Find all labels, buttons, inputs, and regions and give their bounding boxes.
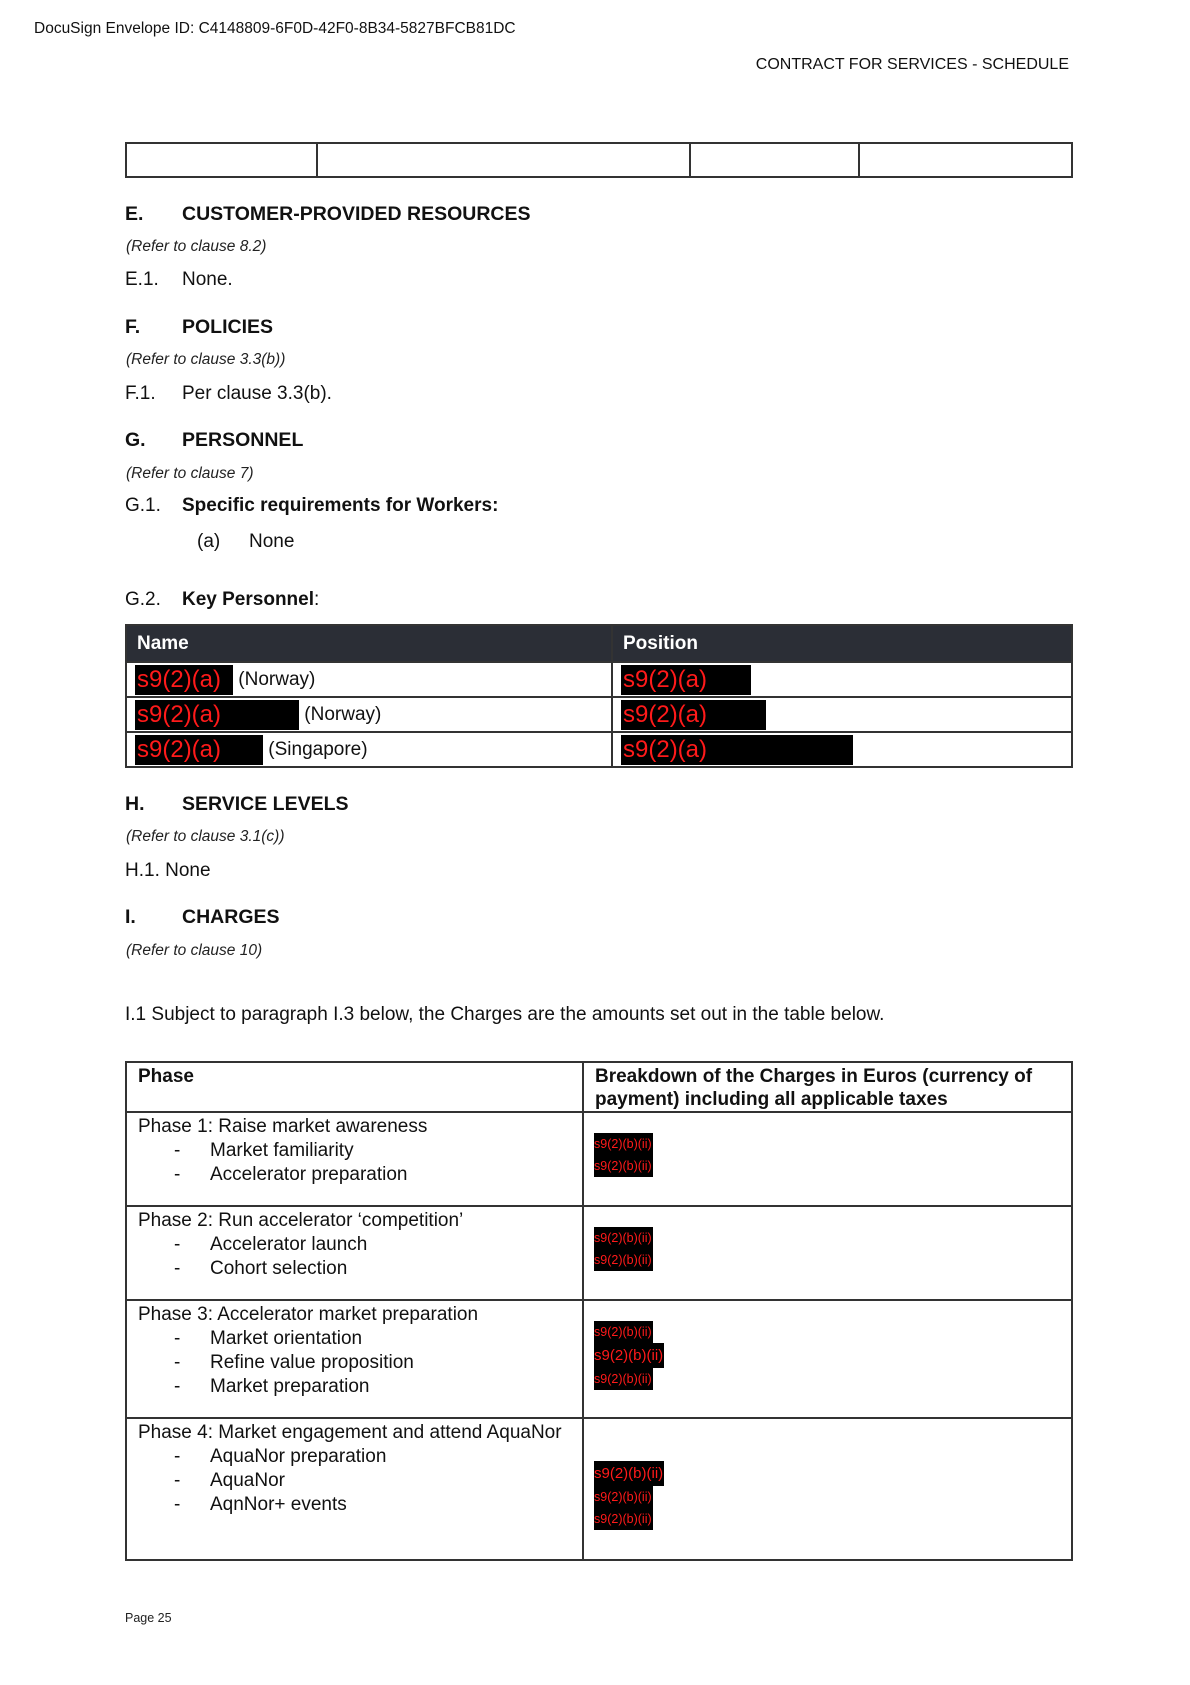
redaction-box: s9(2)(b)(ii) [594,1321,653,1343]
section-number: G. [125,429,146,451]
section-title: CUSTOMER-PROVIDED RESOURCES [182,203,531,225]
key-personnel-table [125,624,1073,768]
envelope-id: DocuSign Envelope ID: C4148809-6F0D-42F0-8B34-5827BFCB81DC [34,20,516,37]
redaction-box: s9(2)(a) [621,700,766,730]
redaction-box: s9(2)(b)(ii) [594,1249,653,1271]
list-item: - Market familiarity [174,1140,354,1161]
table-header-row [126,1062,1072,1112]
section-f-para-1 [125,383,332,405]
phase-cell [126,1112,583,1206]
column-header-position: Position [612,625,1072,662]
redaction-box: s9(2)(b)(ii) [594,1227,653,1249]
section-e-ref: (Refer to clause 8.2) [126,238,267,255]
phase-cell [126,1206,583,1300]
section-number: F. [125,316,141,338]
redaction-box: s9(2)(a) [621,665,751,695]
table-row [126,1206,1072,1300]
para-number: G.1. [125,495,161,516]
table-cell [691,144,860,176]
list-item: - Refine value proposition [174,1352,414,1373]
list-item: - Accelerator preparation [174,1164,408,1185]
redaction-box: s9(2)(a) [621,735,853,765]
section-number: E. [125,203,144,225]
table-row [126,1300,1072,1418]
section-h-ref: (Refer to clause 3.1(c)) [126,828,285,845]
section-e-para-1 [125,269,233,291]
phase-cell [126,1418,583,1560]
section-i-heading [125,906,280,929]
name-cell [126,697,612,732]
section-h-heading [125,793,349,816]
table-header-row [126,625,1072,662]
phase-title: Phase 4: Market engagement and attend AquaNor [138,1422,562,1443]
name-cell [126,662,612,697]
para-text: Per clause 3.3(b). [182,383,332,404]
table-row [126,732,1072,767]
para-number: F.1. [125,383,156,404]
charges-cell [583,1300,1072,1418]
charges-cell [583,1418,1072,1560]
charges-cell [583,1206,1072,1300]
section-g-para-1 [125,495,498,517]
table-row [126,697,1072,732]
para-text: None. [182,269,233,290]
section-title: SERVICE LEVELS [182,793,349,815]
phase-title: Phase 3: Accelerator market preparation [138,1304,479,1325]
para-text: Key Personnel [182,589,314,610]
list-item: - Market orientation [174,1328,363,1349]
name-location: (Norway) [304,703,382,725]
section-i-para-1: I.1 Subject to paragraph I.3 below, the Charges are the amounts set out in the table below. [125,1004,885,1025]
continued-table-row [125,142,1073,178]
page-header: CONTRACT FOR SERVICES - SCHEDULE [755,56,1069,73]
list-item: - Cohort selection [174,1258,348,1279]
list-item: - AquaNor preparation [174,1446,387,1467]
page-number: Page 25 [125,1611,172,1625]
section-h-para-1: H.1. None [125,860,211,881]
redaction-box: s9(2)(b)(ii) [594,1461,664,1486]
para-text: Specific requirements for Workers: [182,495,499,516]
table-row [126,1418,1072,1560]
position-cell [612,732,1072,767]
section-title: CHARGES [182,906,280,928]
redaction-box: s9(2)(b)(ii) [594,1133,653,1155]
column-header-breakdown: Breakdown of the Charges in Euros (currency of payment) including all applicable taxes [583,1062,1072,1112]
table-row [126,662,1072,697]
column-header-name: Name [126,625,612,662]
subitem-text: None [249,531,295,552]
redaction-box: s9(2)(b)(ii) [594,1508,653,1530]
phase-title: Phase 1: Raise market awareness [138,1116,428,1137]
charges-table [125,1061,1073,1561]
redaction-box: s9(2)(b)(ii) [594,1368,653,1390]
redaction-box: s9(2)(a) [135,665,233,695]
redaction-box: s9(2)(b)(ii) [594,1343,664,1368]
section-f-heading [125,316,273,339]
section-number: I. [125,906,136,928]
section-g-ref: (Refer to clause 7) [126,465,254,482]
section-e-heading [125,203,531,226]
para-colon: : [314,589,320,610]
para-number: E.1. [125,269,159,290]
position-cell [612,662,1072,697]
redaction-box: s9(2)(b)(ii) [594,1486,653,1508]
redaction-box: s9(2)(b)(ii) [594,1155,653,1177]
list-item: - AqnNor+ events [174,1494,347,1515]
section-g-heading [125,429,303,452]
redaction-box: s9(2)(a) [135,700,299,730]
table-row [126,1112,1072,1206]
redaction-box: s9(2)(a) [135,735,263,765]
section-number: H. [125,793,145,815]
phase-cell [126,1300,583,1418]
table-cell [318,144,690,176]
list-item: - Accelerator launch [174,1234,368,1255]
section-g-para-2 [125,589,319,611]
subitem-label: (a) [197,531,221,552]
charges-cell [583,1112,1072,1206]
section-i-ref: (Refer to clause 10) [126,942,263,959]
section-title: POLICIES [182,316,274,338]
list-item: - Market preparation [174,1376,370,1397]
name-cell [126,732,612,767]
position-cell [612,697,1072,732]
name-location: (Singapore) [268,738,368,760]
phase-title: Phase 2: Run accelerator ‘competition’ [138,1210,464,1231]
section-f-ref: (Refer to clause 3.3(b)) [126,351,286,368]
name-location: (Norway) [238,668,316,690]
list-item: - AquaNor [174,1470,285,1491]
table-cell [860,144,1071,176]
column-header-phase: Phase [126,1062,583,1112]
section-g-subitem-a [197,531,294,553]
table-cell [127,144,318,176]
section-title: PERSONNEL [182,429,304,451]
para-number: G.2. [125,589,161,610]
